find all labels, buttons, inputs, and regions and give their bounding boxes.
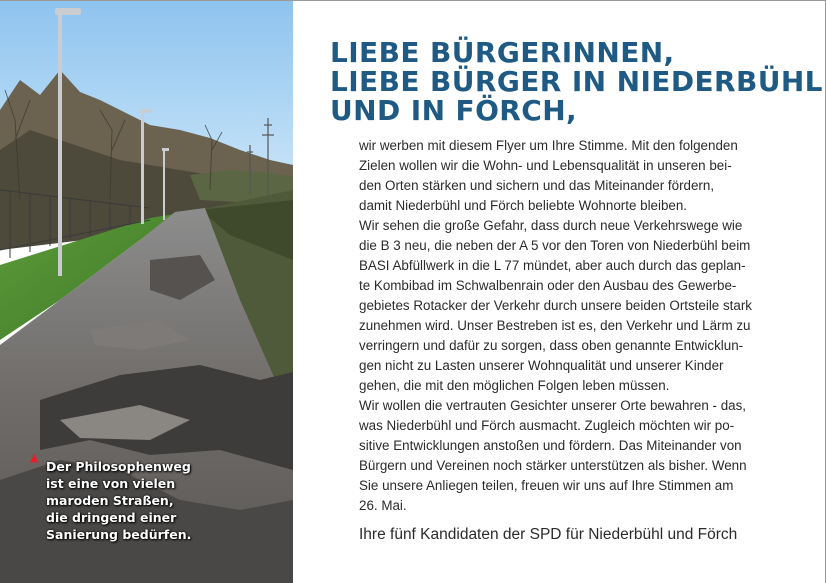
body-line: zunehmen wird. Unser Bestreben ist es, den Verkehr und Lärm zu bbox=[359, 318, 751, 333]
body-line: damit Niederbühl und Förch beliebte Wohnorte bleiben. bbox=[359, 198, 688, 213]
body-line: den Orten stärken und sichern und das Miteinander fördern, bbox=[359, 178, 715, 193]
body-line: BASI Abfüllwerk in die L 77 mündet, aber auch durch das geplan- bbox=[359, 258, 746, 273]
body-text bbox=[359, 136, 779, 516]
body-line: Zielen wollen wir die Wohn- und Lebensqualität in unseren bei- bbox=[359, 158, 732, 173]
headline bbox=[330, 36, 823, 127]
body-line: Wir sehen die große Gefahr, dass durch neue Verkehrswege wie bbox=[359, 218, 743, 233]
body-line: Wir wollen die vertrauten Gesichter unserer Orte bewahren - das, bbox=[359, 398, 747, 413]
body-line: gen nicht zu Lasten unserer Wohnqualität und unserer Kinder bbox=[359, 358, 724, 373]
caption-line: Der Philosophenweg bbox=[46, 459, 191, 474]
body-line: wir werben mit diesem Flyer um Ihre Stimme. Mit den folgenden bbox=[359, 138, 738, 153]
body-line: sitive Entwicklungen anstoßen und fördern. Das Miteinander von bbox=[359, 438, 742, 453]
body-line: Sie unsere Anliegen teilen, freuen wir uns auf Ihre Stimmen am bbox=[359, 478, 734, 493]
caption-marker-icon: ▲ bbox=[30, 451, 39, 464]
photo-caption bbox=[46, 458, 216, 543]
caption-line: Sanierung bedürfen. bbox=[46, 527, 192, 542]
body-line: die B 3 neu, die neben der A 5 vor den Toren von Niederbühl beim bbox=[359, 238, 751, 253]
body-line: te Kombibad im Schwalbenrain oder den Ausbau des Gewerbe- bbox=[359, 278, 737, 293]
body-line: gehen, die mit den möglichen Folgen leben müssen. bbox=[359, 378, 670, 393]
body-line: gebietes Rotacker der Verkehr durch unsere beiden Ortsteile stark bbox=[359, 298, 752, 313]
signature: Ihre fünf Kandidaten der SPD für Niederbühl und Förch bbox=[359, 526, 738, 543]
headline-line: LIEBE BÜRGERINNEN, bbox=[330, 36, 675, 69]
caption-line: die dringend einer bbox=[46, 510, 177, 525]
body-line: verringern und dafür zu sorgen, dass oben genannte Entwicklun- bbox=[359, 338, 744, 353]
headline-line: UND IN FÖRCH, bbox=[330, 94, 578, 127]
caption-line: ist eine von vielen bbox=[46, 476, 176, 491]
body-line: 26. Mai. bbox=[359, 498, 407, 513]
headline-line: LIEBE BÜRGER IN NIEDERBÜHL bbox=[330, 65, 823, 98]
body-line: was Niederbühl und Förch ausmacht. Zugleich möchten wir po- bbox=[359, 418, 735, 433]
body-line: Bürgern und Vereinen noch stärker unterstützen als bisher. Wenn bbox=[359, 458, 747, 473]
caption-line: maroden Straßen, bbox=[46, 493, 174, 508]
